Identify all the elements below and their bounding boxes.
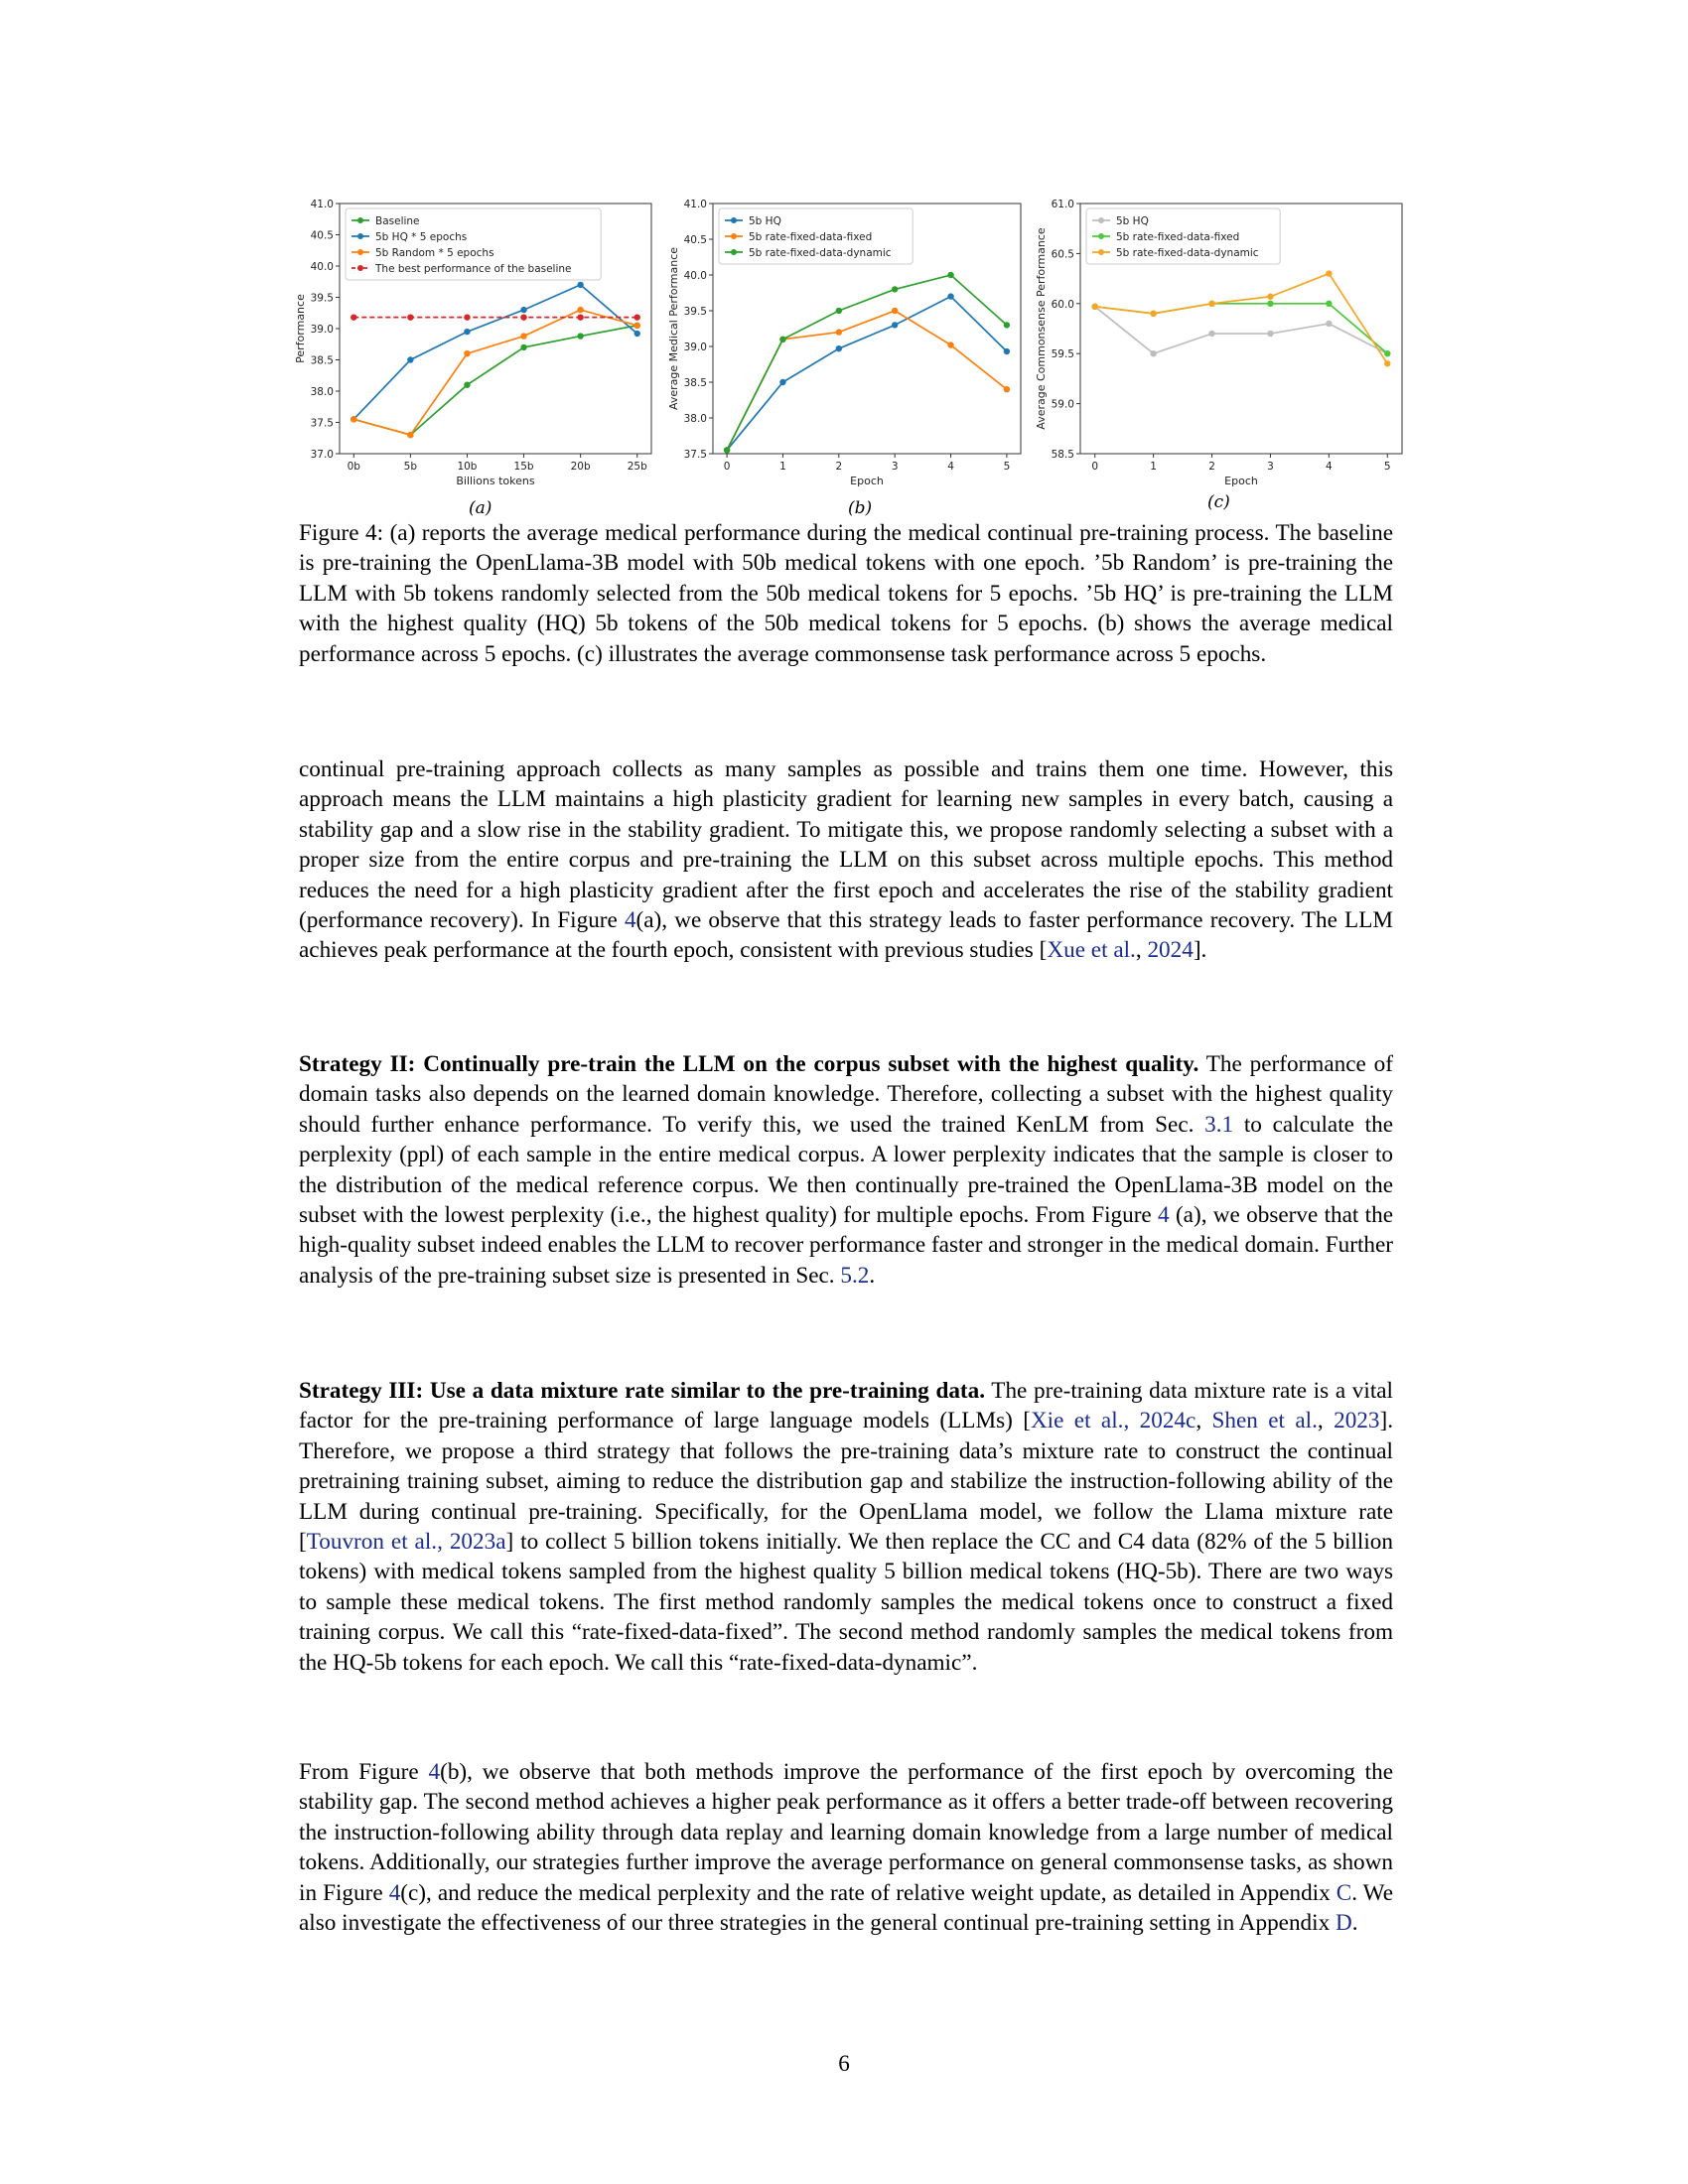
data-point [1150, 350, 1156, 356]
y-tick-label: 59.0 [1051, 398, 1074, 411]
y-tick-label: 38.5 [310, 354, 334, 367]
x-tick-label: 0b [347, 461, 360, 473]
legend-entry: 5b HQ * 5 epochs [375, 231, 468, 243]
x-tick-label: 1 [779, 461, 786, 473]
y-tick-label: 40.0 [310, 261, 334, 273]
data-point [1384, 350, 1390, 356]
strategy-heading: Strategy III: Use a data mixture rate similar to the pre-training data. [299, 1378, 986, 1404]
x-tick-label: 20b [570, 461, 591, 473]
paragraph-text: , [1196, 1408, 1212, 1434]
series-line [1095, 307, 1388, 353]
citation-link[interactable]: 4 [624, 907, 636, 934]
series-line [353, 310, 636, 435]
x-tick-label: 4 [947, 461, 954, 473]
y-tick-label: 58.5 [1051, 449, 1074, 461]
legend-entry: Baseline [375, 215, 420, 227]
data-point [634, 314, 640, 320]
x-tick-label: 5 [1383, 461, 1391, 473]
legend-entry: 5b HQ [1116, 215, 1149, 227]
paragraph-line: However, this approach means the LLM maintains a high plasticity gradient for learning new samples [299, 756, 1393, 813]
chart-a [294, 195, 661, 502]
legend-marker [1098, 217, 1104, 223]
x-tick-label: 5b [403, 461, 418, 473]
legend-entry: The best performance of the baseline [375, 263, 572, 275]
paragraph-text: The performance of domain tasks also depends on the learned domain knowledge. Therefore, collecting a subset with the highest quality should further enhance performance. To verify this, we used the trained KenLM from Sec. [299, 1051, 1393, 1138]
data-point [892, 286, 898, 292]
x-tick-label: 0 [723, 461, 731, 473]
y-tick-label: 37.5 [683, 449, 707, 461]
chart-c [1029, 195, 1410, 502]
data-point [1150, 311, 1156, 317]
paragraph-text: (a), we observe that the high-quality subset indeed enables the LLM to recover performance faster and stronger in the medical domain. Further analysis of the pre-training subset size is presented in Sec. [299, 1202, 1393, 1289]
paragraph-text: , [1135, 937, 1148, 964]
paragraph-text: . [1351, 1910, 1358, 1937]
data-point [1208, 331, 1214, 337]
legend-marker [731, 217, 737, 223]
y-tick-label: 40.0 [683, 270, 707, 282]
legend-entry: 5b rate-fixed-data-dynamic [749, 247, 892, 259]
paragraph-strategy-2 [299, 1049, 1393, 1291]
series-line [727, 311, 1007, 450]
data-point [634, 323, 640, 329]
data-point [1326, 321, 1332, 327]
citation-link[interactable]: 3.1 [1204, 1111, 1234, 1138]
data-point [634, 331, 640, 337]
x-tick-label: 15b [513, 461, 534, 473]
y-tick-label: 39.5 [683, 306, 707, 318]
citation-link[interactable]: Touvron et al., 2023a [306, 1529, 506, 1556]
y-tick-label: 39.0 [683, 341, 707, 353]
caption-text: (a) reports the average medical performance during the medical continual pre-training process. The baseline is pre-training the OpenLlama-3B model with 50b medical tokens with one epoch. ’5b Random’ is pre-training the LLM with 5b tokens randomly selected from the 50b medical tokens for 5 epochs. ’5b HQ’ is pre-training the LLM with the highest quality (HQ) 5b tokens of the 50b medical tokens for 5 epochs. (b) shows the average medical performance across 5 epochs. (c) illustrates the average commonsense task performance across 5 epochs. [299, 520, 1394, 667]
data-point [1004, 348, 1010, 354]
paragraph-text: ] to collect 5 billion tokens initially. We then replace the CC and C4 data (82% of the 5 billion tokens) with medical tokens sampled from the highest quality 5 billion medical tokens (HQ-5b). There are two ways to sample these medical tokens. The first method randomly samples the medical tokens once to construct a fixed training corpus. We call this “rate-fixed-data-fixed”. The second method randomly samples the medical tokens from the HQ-5b tokens for each epoch. We call this “rate-fixed-data-dynamic”. [299, 1529, 1393, 1676]
figure-panel-a [294, 195, 661, 522]
paragraph-text: From Figure [299, 1759, 429, 1785]
data-point [1384, 360, 1390, 366]
figure-4 [294, 195, 1410, 522]
data-point [407, 432, 413, 438]
data-point [779, 337, 785, 342]
legend-marker [357, 217, 363, 223]
data-point [464, 314, 470, 320]
legend-entry: 5b HQ [749, 215, 781, 227]
series-line [353, 326, 636, 435]
data-point [892, 308, 898, 314]
legend-entry: 5b rate-fixed-data-fixed [1116, 231, 1240, 243]
citation-link[interactable]: Shen et al. [1211, 1408, 1318, 1434]
citation-link[interactable]: 4 [428, 1759, 441, 1785]
data-point [351, 416, 356, 422]
figure-caption [299, 518, 1393, 669]
x-tick-label: 2 [1208, 461, 1215, 473]
paragraph-text: to calculate the perplexity (ppl) of each sample in the entire medical corpus. A lower perplexity indicates that the sample is closer to the distribution of the medical reference corpus. We then continually pre-trained the OpenLlama-3B model on the subset with the lowest perplexity (i.e., the highest quality) for multiple epochs. From Figure [299, 1111, 1393, 1229]
y-tick-label: 38.0 [683, 413, 707, 425]
data-point [464, 329, 470, 335]
y-tick-label: 41.0 [683, 199, 707, 210]
paragraph-text: ]. Therefore, we propose a third strategy that follows the pre-training data’s mixture rate to construct the continual pretraining training subset, aiming to reduce the distribution gap and stabilize the instruction-following ability of the LLM during continual pre-training. Specifically, for the OpenLlama model, we follow the Llama mixture rate [ [299, 1408, 1394, 1556]
data-point [1326, 270, 1332, 276]
panel-label-a: (a) [469, 498, 492, 518]
x-tick-label: 0 [1091, 461, 1099, 473]
x-tick-label: 1 [1150, 461, 1157, 473]
paragraph-strategy-3 [299, 1376, 1393, 1678]
data-point [724, 447, 730, 453]
paragraph-text: (a), we observe that this strategy leads to faster performance recovery. The LLM achieves [299, 907, 1393, 964]
x-tick-label: 25b [627, 461, 647, 473]
y-tick-label: 39.5 [310, 292, 334, 305]
panel-label-b: (b) [848, 498, 873, 518]
paragraph-line: continual pre-training approach collects as many samples as possible and trains them one time. [299, 756, 1260, 782]
chart-b [661, 195, 1029, 502]
x-axis-label: Epoch [1224, 475, 1258, 487]
paragraph-1 [299, 754, 1393, 966]
paragraph-text: . We also investigate the effectiveness of our three strategies in the general continual pre-training setting in Appendix [299, 1879, 1393, 1937]
data-point [1267, 301, 1273, 307]
x-tick-label: 5 [1003, 461, 1011, 473]
data-point [947, 341, 953, 347]
paragraph-4 [299, 1757, 1393, 1938]
data-point [1267, 331, 1273, 337]
data-point [577, 314, 583, 320]
legend-entry: 5b Random * 5 epochs [375, 247, 494, 259]
data-point [892, 322, 898, 328]
paragraph-text: . [869, 1262, 876, 1289]
data-point [520, 333, 526, 339]
legend-marker [1098, 233, 1104, 239]
citation-link[interactable]: 4 [388, 1879, 401, 1906]
x-tick-label: 3 [891, 461, 899, 473]
citation-link[interactable]: C [1336, 1879, 1352, 1906]
legend-marker [731, 249, 737, 255]
series-line [727, 275, 1007, 450]
y-tick-label: 61.0 [1051, 199, 1074, 210]
x-tick-label: 10b [457, 461, 478, 473]
data-point [836, 308, 842, 314]
data-point [577, 282, 583, 288]
data-point [520, 314, 526, 320]
y-tick-label: 60.0 [1051, 298, 1074, 311]
legend-marker [731, 233, 737, 239]
data-point [464, 350, 470, 356]
data-point [947, 293, 953, 299]
series-line [727, 297, 1007, 451]
data-point [1004, 386, 1010, 392]
citation-link[interactable]: D [1335, 1910, 1352, 1937]
x-tick-label: 2 [835, 461, 843, 473]
data-point [836, 345, 842, 351]
y-axis-label: Average Medical Performance [667, 246, 680, 411]
x-axis-label: Billions tokens [456, 475, 535, 487]
legend-marker [357, 265, 363, 271]
data-point [520, 307, 526, 313]
series-line [1095, 274, 1388, 364]
x-tick-label: 3 [1267, 461, 1274, 473]
paragraph-text: ]. [1193, 937, 1207, 964]
strategy-heading: Strategy II: Continually pre-train the LLM on the corpus subset with the highest quality. [299, 1051, 1199, 1077]
y-tick-label: 38.5 [683, 377, 707, 389]
data-point [947, 272, 953, 278]
y-axis-label: Performance [294, 294, 307, 363]
data-point [1092, 304, 1098, 310]
citation-link[interactable]: 5.2 [840, 1262, 870, 1289]
caption-label: Figure 4: [299, 520, 384, 546]
data-point [1208, 301, 1214, 307]
paragraph-line: in every batch, causing a stability gap and a slow rise in the stability gradient. To mitigate this, [299, 786, 1393, 843]
paragraph-text: The pre-training data mixture rate is a vital factor for the pre-training performance of large language models (LLMs) [ [299, 1378, 1393, 1434]
legend-marker [357, 233, 363, 239]
paragraph-line: we propose randomly selecting a subset with a proper size from the entire corpus and pre-training [299, 816, 1393, 874]
data-point [520, 344, 526, 350]
paragraph-line: the LLM on this subset across multiple epochs. This method reduces the need for a high plasticity [299, 847, 1394, 903]
data-point [1004, 322, 1010, 328]
citation-link[interactable]: 2023 [1334, 1408, 1380, 1434]
data-point [577, 333, 583, 339]
y-axis-label: Average Commonsense Performance [1035, 227, 1048, 430]
figure-panel-b [661, 195, 1029, 522]
data-point [1326, 301, 1332, 307]
legend-entry: 5b rate-fixed-data-dynamic [1116, 247, 1259, 259]
panel-label-c: (c) [1207, 492, 1230, 512]
y-tick-label: 41.0 [310, 199, 334, 210]
y-tick-label: 37.0 [310, 449, 334, 461]
citation-link[interactable]: 2024 [1147, 937, 1194, 964]
y-tick-label: 39.0 [310, 324, 334, 336]
paragraph-text: (b), we observe that both methods improve the performance of the first epoch by overcoming the stability gap. The second method achieves a higher peak performance as it offers a better trade-off between recovering the instruction-following ability through data replay and learning domain knowledge from a large number of medical tokens. Additionally, our strategies further improve the average performance on general commonsense tasks, as shown in Figure [299, 1759, 1393, 1906]
y-tick-label: 59.5 [1051, 348, 1074, 361]
data-point [836, 329, 842, 335]
citation-link[interactable]: 4 [1158, 1202, 1170, 1229]
legend-entry: 5b rate-fixed-data-fixed [749, 231, 873, 243]
figure-panel-c [1029, 195, 1410, 522]
data-point [577, 307, 583, 313]
y-tick-label: 38.0 [310, 386, 334, 398]
x-axis-label: Epoch [850, 475, 884, 487]
citation-link[interactable]: Xie et al., 2024c [1030, 1408, 1196, 1434]
y-tick-label: 60.5 [1051, 248, 1074, 261]
series-line [353, 285, 636, 419]
paragraph-text: peak performance at the fourth epoch, consistent with previous studies [ [383, 937, 1048, 964]
paragraph-text: In Figure [530, 907, 625, 934]
y-tick-label: 40.5 [683, 234, 707, 246]
data-point [351, 314, 356, 320]
data-point [779, 379, 785, 385]
y-tick-label: 37.5 [310, 417, 334, 430]
data-point [1267, 294, 1273, 300]
paragraph-text: , [1317, 1408, 1335, 1434]
paragraph-text: (c), and reduce the medical perplexity and the rate of relative weight update, as detailed in Appendix [400, 1879, 1336, 1906]
y-tick-label: 40.5 [310, 229, 334, 242]
legend-marker [1098, 249, 1104, 255]
x-tick-label: 4 [1326, 461, 1333, 473]
data-point [407, 356, 413, 362]
legend-marker [357, 249, 363, 255]
citation-link[interactable]: Xue et al. [1047, 937, 1136, 964]
data-point [464, 382, 470, 388]
data-point [407, 314, 413, 320]
page-number: 6 [838, 2051, 850, 2077]
paragraph-line: gradient after the first epoch and accelerates the rise of the stability gradient (performance recovery). [299, 877, 1393, 934]
